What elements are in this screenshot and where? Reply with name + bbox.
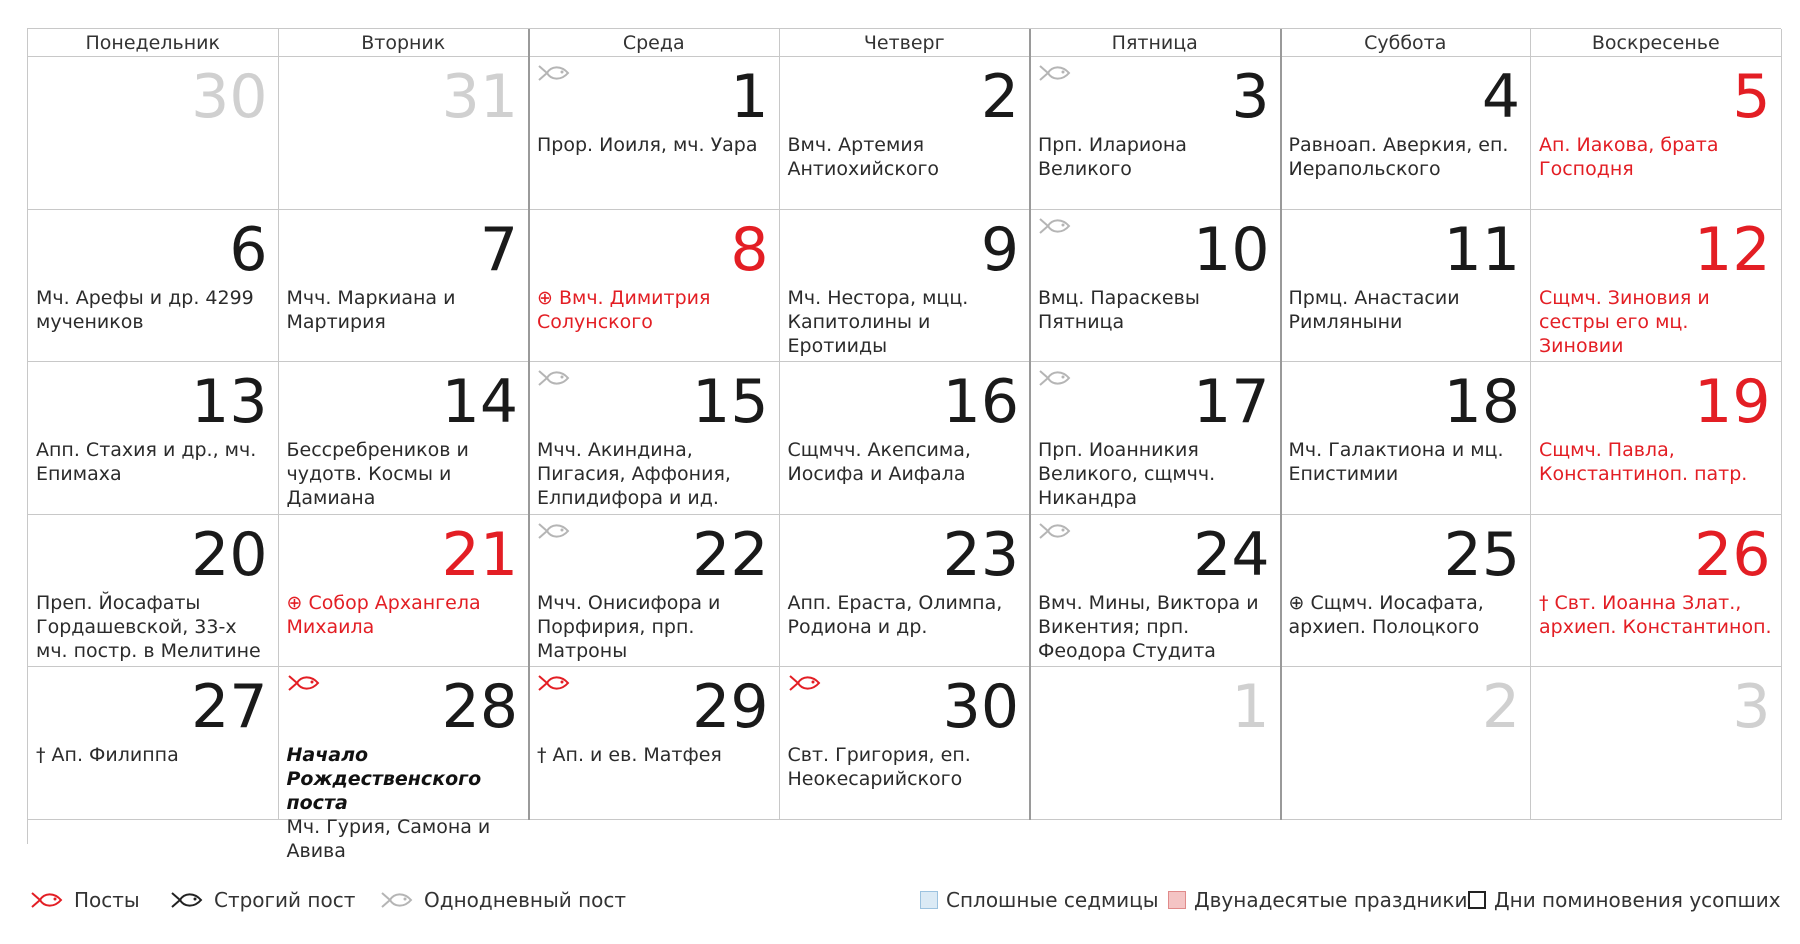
- fish-icon: [1038, 216, 1072, 236]
- saint-text: Мчч. Акиндина, Пигасия, Аффония, Елпидифора и ид.: [537, 439, 731, 509]
- weekday-header: Среда: [529, 29, 780, 57]
- saint-text: Мч. Гурия, Самона и Авива: [286, 816, 491, 862]
- saint-description: [788, 743, 1024, 791]
- saint-text: Мч. Нестора, мцц. Капитолины и Еротииды: [787, 286, 969, 357]
- weekday-header: Пятница: [1030, 29, 1281, 57]
- saint-text: Равноап. Аверкия, еп. Иерапольского: [1288, 134, 1509, 180]
- saint-text: Вмц. Параскевы Пятница: [1038, 286, 1200, 333]
- saint-text: Вмч. Мины, Виктора и Викентия; прп. Феодора Студита: [1038, 591, 1259, 662]
- weekday-header: Понедельник: [28, 29, 279, 57]
- day-cell[interactable]: [28, 210, 279, 363]
- calendar-grid: [27, 28, 1781, 862]
- day-number: 27: [191, 672, 268, 742]
- day-cell[interactable]: [780, 515, 1031, 668]
- saint-description: [36, 438, 272, 486]
- day-cell[interactable]: [1281, 57, 1532, 210]
- saint-description: [788, 438, 1024, 486]
- legend-oneday-label: Однодневный пост: [424, 888, 627, 912]
- saint-description: [537, 438, 773, 510]
- saint-text: Мч. Арефы и др. 4299 мучеников: [36, 286, 254, 333]
- fish-icon: [1038, 368, 1072, 388]
- saint-description: [1289, 286, 1525, 334]
- day-cell[interactable]: [1281, 515, 1532, 668]
- weekday-header: Вторник: [279, 29, 530, 57]
- saint-text: Прор. Иоиля, мч. Уара: [537, 134, 758, 156]
- saint-text: Апп. Стахия и др., мч. Епимаха: [36, 439, 257, 485]
- saint-text: † Свт. Иоанна Злат., архиеп. Константиноп.: [1539, 591, 1772, 638]
- saint-description: [1038, 591, 1274, 663]
- column-separator: [1029, 29, 1031, 820]
- saint-description: [287, 438, 523, 510]
- day-number: 1: [730, 62, 769, 132]
- saint-description: [788, 133, 1024, 181]
- saint-description: [537, 591, 773, 663]
- day-number: 28: [441, 672, 518, 742]
- day-number: 11: [1443, 214, 1520, 285]
- great-feasts-swatch: [1168, 891, 1186, 909]
- day-number: 6: [229, 214, 268, 285]
- day-number: 3: [1231, 62, 1270, 132]
- fish-icon: [30, 889, 64, 911]
- day-number: 30: [191, 62, 268, 132]
- day-number: 2: [1481, 672, 1520, 742]
- day-cell[interactable]: [529, 57, 780, 210]
- legend-fast: [30, 883, 140, 917]
- saint-text: Вмч. Артемия Антиохийского: [787, 134, 940, 180]
- day-cell[interactable]: [1030, 362, 1281, 515]
- day-cell[interactable]: [1030, 57, 1281, 210]
- strict-fish-icon: [170, 889, 204, 911]
- saint-description: [1038, 438, 1274, 510]
- saint-text: Прп. Илариона Великого: [1038, 134, 1187, 180]
- fish-icon: [537, 63, 571, 83]
- day-number: 5: [1732, 62, 1771, 132]
- fish-icon: [788, 673, 822, 693]
- day-cell[interactable]: [1531, 210, 1782, 363]
- day-number: 20: [191, 519, 268, 590]
- day-cell[interactable]: [1281, 667, 1532, 820]
- legend-great-feasts: [1168, 883, 1468, 917]
- day-cell[interactable]: [1030, 210, 1281, 363]
- day-number: 4: [1481, 62, 1520, 132]
- day-cell[interactable]: [780, 210, 1031, 363]
- day-cell[interactable]: [1030, 667, 1281, 820]
- saint-description: [788, 591, 1024, 639]
- saint-description: [287, 286, 523, 334]
- saint-description: [287, 743, 523, 863]
- day-number: 8: [730, 214, 769, 285]
- day-cell[interactable]: [780, 667, 1031, 820]
- saint-text: Свт. Григория, еп. Неокесарийского: [787, 744, 971, 790]
- day-cell[interactable]: [529, 362, 780, 515]
- day-cell[interactable]: [279, 515, 530, 668]
- day-number: 16: [942, 367, 1019, 437]
- day-cell[interactable]: [529, 667, 780, 820]
- saint-description: [287, 591, 523, 639]
- day-number: 31: [441, 62, 518, 132]
- saint-text: † Ап. Филиппа: [36, 744, 179, 766]
- day-number: 30: [942, 672, 1019, 742]
- day-number: 26: [1694, 519, 1771, 590]
- day-number: 18: [1443, 367, 1520, 437]
- saint-text: Бессребреников и чудотв. Космы и Дамиана: [286, 439, 469, 509]
- day-number: 10: [1193, 214, 1270, 285]
- weekday-header: Воскресенье: [1531, 29, 1782, 57]
- weekday-header: Суббота: [1281, 29, 1532, 57]
- day-cell[interactable]: [1531, 667, 1782, 820]
- day-number: 3: [1732, 672, 1771, 742]
- oneday-fish-icon: [380, 889, 414, 911]
- day-cell[interactable]: [28, 57, 279, 210]
- fish-icon: [1038, 521, 1072, 541]
- day-number: 2: [980, 62, 1019, 132]
- saint-description: [537, 286, 773, 334]
- saint-description: [537, 743, 773, 767]
- legend-oneday: [380, 883, 626, 917]
- day-cell[interactable]: [529, 515, 780, 668]
- saint-description: [1539, 591, 1775, 639]
- lent-start-title: Начало Рождественского поста: [286, 744, 482, 814]
- saint-text: Сщмч. Павла, Константиноп. патр.: [1539, 439, 1748, 485]
- day-cell[interactable]: [780, 57, 1031, 210]
- saint-description: [1289, 133, 1525, 181]
- day-number: 21: [441, 519, 518, 590]
- saint-text: Сщмчч. Акепсима, Иосифа и Аифала: [787, 439, 971, 485]
- day-cell[interactable]: [28, 515, 279, 668]
- saint-description: [1289, 438, 1525, 486]
- day-cell[interactable]: [28, 362, 279, 515]
- day-cell[interactable]: [1281, 362, 1532, 515]
- day-number: 12: [1694, 214, 1771, 285]
- day-cell[interactable]: [780, 362, 1031, 515]
- saint-text: Мч. Галактиона и мц. Епистимии: [1288, 439, 1504, 485]
- fish-icon: [287, 673, 321, 693]
- day-number: 15: [692, 367, 769, 437]
- memorial-days-swatch: [1468, 891, 1486, 909]
- saint-description: [788, 286, 1024, 358]
- saint-description: [36, 743, 272, 767]
- saint-description: [1539, 438, 1775, 486]
- day-number: 9: [980, 214, 1019, 285]
- day-number: 23: [942, 519, 1019, 590]
- saint-description: [1539, 133, 1775, 181]
- day-cell[interactable]: [279, 362, 530, 515]
- saint-text: Сщмч. Зиновия и сестры его мц. Зиновии: [1539, 286, 1710, 357]
- day-number: 13: [191, 367, 268, 437]
- day-number: 25: [1443, 519, 1520, 590]
- day-cell[interactable]: [279, 57, 530, 210]
- day-number: 17: [1193, 367, 1270, 437]
- saint-description: [1038, 133, 1274, 181]
- solid-weeks-swatch: [920, 891, 938, 909]
- legend: [0, 883, 1800, 917]
- fish-icon: [537, 673, 571, 693]
- saint-description: [537, 133, 773, 157]
- saint-text: Апп. Ераста, Олимпа, Родиона и др.: [787, 591, 1003, 638]
- fish-icon: [1038, 63, 1072, 83]
- fish-icon: [537, 521, 571, 541]
- day-number: 1: [1231, 672, 1270, 742]
- saint-text: ⊕ Вмч. Димитрия Солунского: [537, 286, 711, 333]
- day-cell[interactable]: [1281, 210, 1532, 363]
- column-separator: [1280, 29, 1282, 820]
- legend-memorial-days-label: Дни поминовения усопших: [1494, 888, 1781, 912]
- legend-strict-label: Строгий пост: [214, 888, 356, 912]
- day-number: 7: [479, 214, 518, 285]
- day-cell[interactable]: [529, 210, 780, 363]
- saint-text: ⊕ Собор Архангела Михаила: [286, 591, 481, 638]
- saint-text: † Ап. и ев. Матфея: [537, 744, 722, 766]
- day-number: 19: [1694, 367, 1771, 437]
- saint-text: ⊕ Сщмч. Иосафата, архиеп. Полоцкого: [1288, 591, 1484, 638]
- day-cell[interactable]: [279, 210, 530, 363]
- legend-memorial-days: [1468, 883, 1781, 917]
- legend-solid-weeks-label: Сплошные седмицы: [946, 888, 1159, 912]
- saint-text: Преп. Йосафаты Гордашевской, 33-х мч. постр. в Мелитине: [36, 591, 261, 662]
- day-number: 22: [692, 519, 769, 590]
- day-number: 14: [441, 367, 518, 437]
- saint-text: Мчч. Маркиана и Мартирия: [286, 286, 456, 333]
- day-cell[interactable]: [279, 667, 530, 862]
- legend-fast-label: Посты: [74, 888, 140, 912]
- legend-great-feasts-label: Двунадесятые праздники: [1194, 888, 1468, 912]
- fish-icon: [537, 368, 571, 388]
- saint-text: Прп. Иоанникия Великого, сщмчч. Никандра: [1038, 439, 1216, 509]
- saint-text: Мчч. Онисифора и Порфирия, прп. Матроны: [537, 591, 721, 662]
- day-cell[interactable]: [1531, 362, 1782, 515]
- day-cell[interactable]: [1030, 515, 1281, 668]
- saint-description: [36, 591, 272, 663]
- saint-text: Ап. Иакова, брата Господня: [1539, 134, 1719, 180]
- column-separator: [528, 29, 530, 820]
- legend-strict: [170, 883, 355, 917]
- day-cell[interactable]: [28, 667, 279, 820]
- day-number: 29: [692, 672, 769, 742]
- day-number: 24: [1193, 519, 1270, 590]
- saint-description: [1289, 591, 1525, 639]
- saint-description: [1038, 286, 1274, 334]
- saint-description: [1539, 286, 1775, 358]
- saint-description: [36, 286, 272, 334]
- legend-solid-weeks: [920, 883, 1159, 917]
- day-cell[interactable]: [1531, 515, 1782, 668]
- weekday-header: Четверг: [780, 29, 1031, 57]
- day-cell[interactable]: [1531, 57, 1782, 210]
- saint-text: Прмц. Анастасии Римляныни: [1288, 286, 1460, 333]
